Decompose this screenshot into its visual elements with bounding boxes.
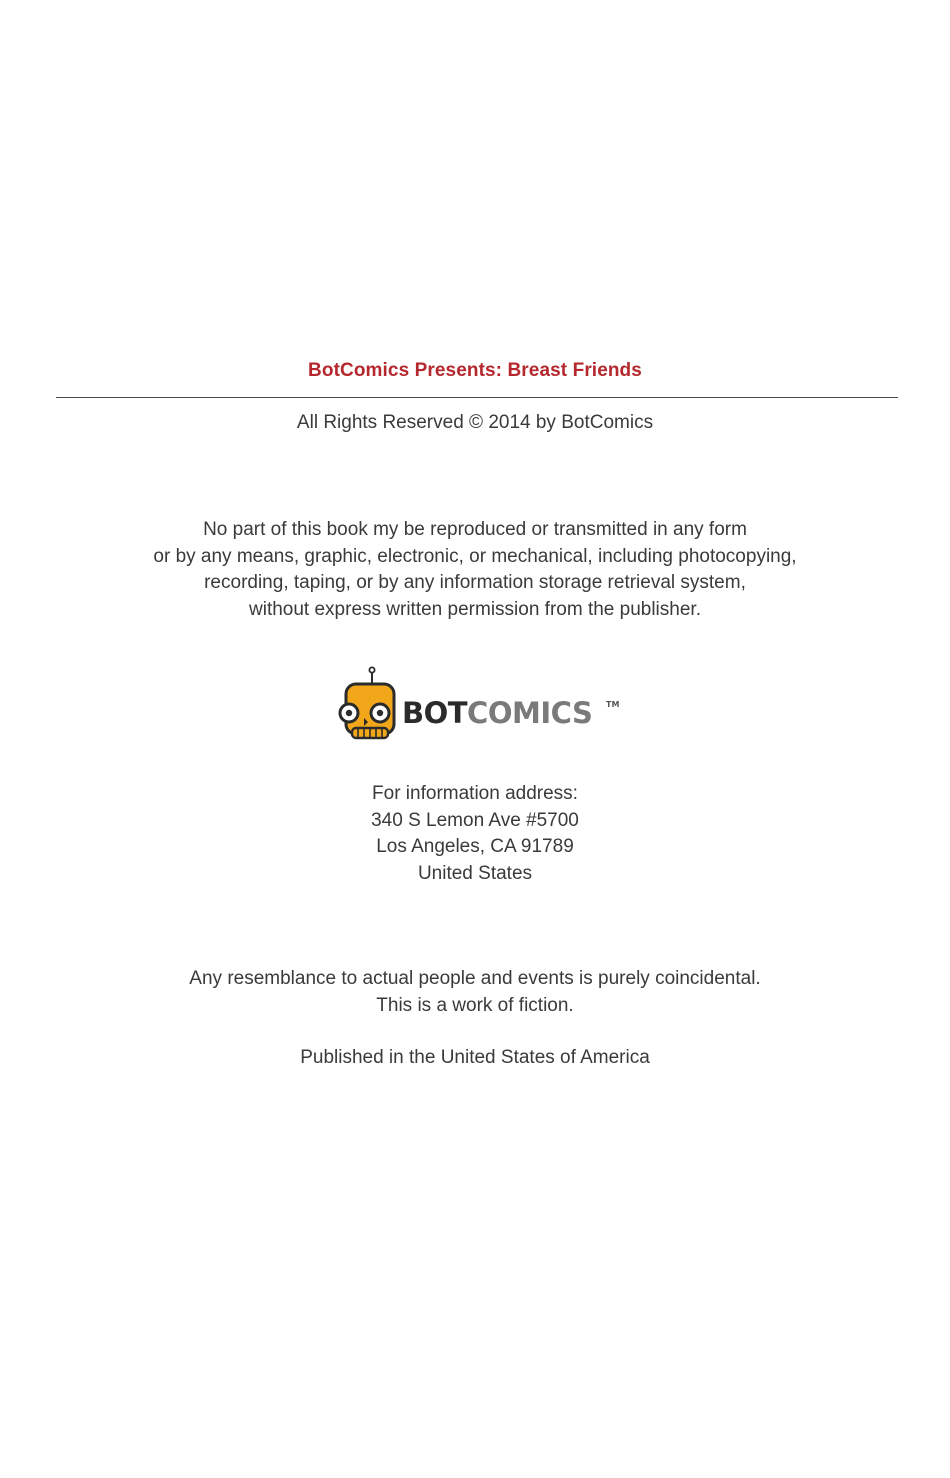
address-street: 340 S Lemon Ave #5700 xyxy=(371,809,579,831)
legal-line: or by any means, graphic, electronic, or mechanical, including photocopying, xyxy=(153,545,797,567)
disclaimer xyxy=(0,966,950,1019)
book-title: BotComics Presents: Breast Friends xyxy=(308,360,642,381)
disclaimer-line: This is a work of fiction. xyxy=(376,994,574,1016)
address-city: Los Angeles, CA 91789 xyxy=(376,836,574,857)
botcomics-logo xyxy=(336,666,626,746)
robot-head-icon xyxy=(336,666,400,746)
trademark-mark: TM xyxy=(606,700,620,709)
logo-wordmark xyxy=(402,696,592,730)
title-divider xyxy=(56,397,898,398)
disclaimer-line: Any resemblance to actual people and events is purely coincidental. xyxy=(189,968,761,989)
address-country: United States xyxy=(417,862,533,884)
logo-text-comics: COMICS xyxy=(467,696,593,730)
address-block xyxy=(0,781,950,887)
legal-line: recording, taping, or by any information storage retrieval system, xyxy=(204,572,746,593)
legal-line: without express written permission from the publisher. xyxy=(249,598,701,620)
publication-statement: Published in the United States of America xyxy=(300,1047,650,1068)
legal-line: No part of this book my be reproduced or transmitted in any form xyxy=(203,519,747,540)
rights-statement: All Rights Reserved © 2014 by BotComics xyxy=(296,412,654,433)
legal-notice xyxy=(0,517,950,623)
address-label: For information address: xyxy=(372,783,578,804)
logo-text-bot: BOT xyxy=(402,696,468,730)
